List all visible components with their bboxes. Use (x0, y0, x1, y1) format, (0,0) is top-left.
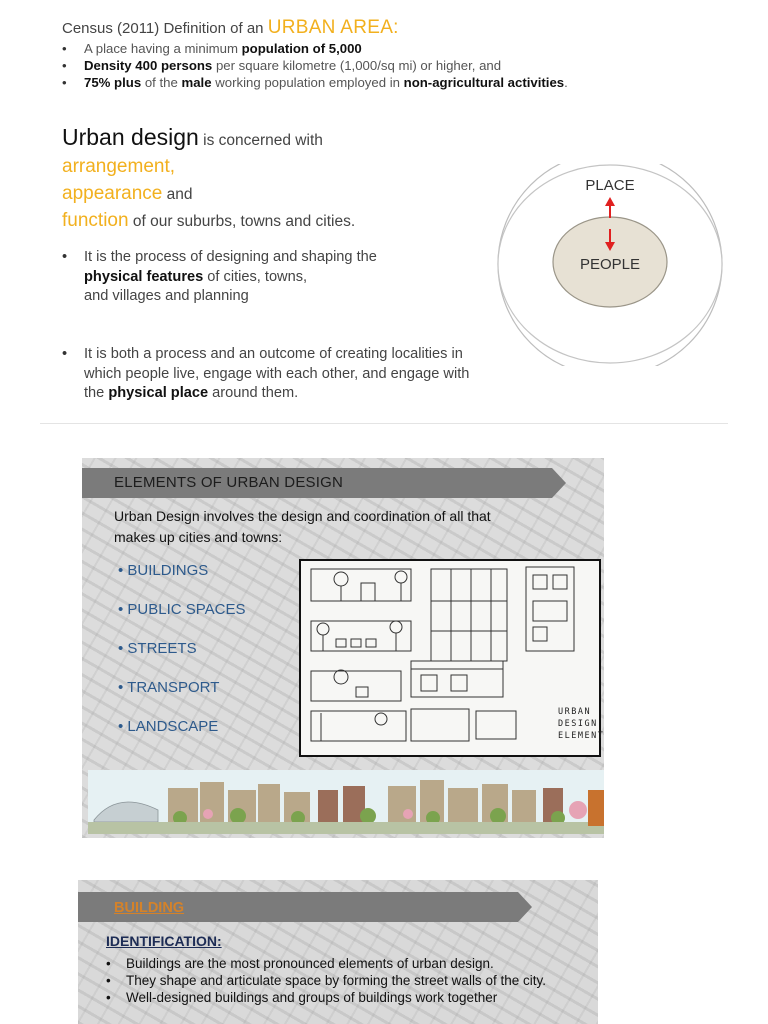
urban-design-bullet-list (62, 345, 482, 404)
census-title-highlight: URBAN AREA: (267, 17, 399, 38)
place-people-diagram (496, 164, 726, 366)
urban-design-bullet-list (62, 248, 482, 307)
place-label: PLACE (585, 177, 635, 194)
census-item (62, 40, 568, 57)
sketch-caption: URBAN DESIGN ELEMENT (558, 707, 604, 741)
bullet-text: It is the process of designing and shaping the (84, 249, 377, 265)
building-item: • Buildings are the most pronounced elements of urban design. (106, 955, 546, 972)
section-divider (40, 423, 728, 424)
building-list (106, 955, 546, 1006)
urban-design-heading: Urban design (62, 124, 199, 150)
element-item: • PUBLIC SPACES (118, 601, 246, 618)
urban-design-intro (62, 124, 355, 235)
elements-list (118, 562, 246, 757)
elements-slide (82, 458, 604, 838)
urban-design-sketch (299, 559, 604, 757)
census-item-text: A place having a minimum (84, 41, 242, 56)
census-item-bold: male (181, 75, 212, 90)
urban-design-bullet (62, 345, 482, 404)
census-item-bold: Density 400 persons (84, 58, 213, 73)
keyword-function: function (62, 210, 129, 231)
and-text: and (162, 186, 193, 203)
census-heading (62, 17, 399, 39)
element-label: TRANSPORT (127, 679, 220, 696)
census-definition-list (62, 40, 568, 91)
census-item-text: of the (141, 75, 182, 90)
building-item: • Well-designed buildings and groups of buildings work together (106, 989, 546, 1006)
element-label: BUILDINGS (127, 562, 209, 579)
bullet-bold: physical features (84, 268, 204, 285)
slide-title: ELEMENTS OF URBAN DESIGN (114, 474, 344, 491)
streetscape-panorama (88, 770, 604, 834)
slide-intro: Urban Design involves the design and coordination of all that makes up cities and towns: (114, 508, 491, 545)
census-item-text: . (564, 75, 568, 90)
element-item: • LANDSCAPE (118, 718, 219, 735)
element-item: • STREETS (118, 640, 197, 657)
people-label: PEOPLE (579, 256, 641, 273)
census-item-text: working population employed in (211, 75, 404, 90)
slide-subtitle: IDENTIFICATION: (106, 933, 222, 949)
bullet-text: around them. (208, 385, 299, 401)
element-label: STREETS (127, 640, 197, 657)
bullet-text: of cities, towns, (203, 268, 308, 285)
census-item-bold: non-agricultural activities (403, 75, 565, 90)
streetscape-illustration (88, 770, 604, 834)
element-label: LANDSCAPE (127, 718, 219, 735)
element-item: • TRANSPORT (118, 679, 220, 696)
element-item: • BUILDINGS (118, 562, 209, 579)
urban-design-heading-rest: is concerned with (198, 132, 323, 149)
slide-title: BUILDING (114, 900, 185, 916)
function-tail-text: of our suburbs, towns and cities. (128, 213, 356, 230)
census-item-bold: 75% plus (84, 75, 142, 90)
keyword-arrangement: arrangement, (62, 156, 176, 177)
bullet-text: It is both a process and an outcome of creating localities in which people live, engage with each other, and engage with the (84, 346, 470, 401)
bullet-bold: physical place (108, 385, 209, 401)
element-label: PUBLIC SPACES (127, 601, 246, 618)
census-item (62, 57, 568, 74)
census-item (62, 74, 568, 91)
keyword-appearance: appearance (62, 183, 163, 204)
building-slide (78, 880, 598, 1024)
sketch-illustration (301, 561, 604, 755)
census-title-prefix: Census (2011) Definition of an (62, 20, 264, 37)
census-item-text: per square kilometre (1,000/sq mi) or higher, and (212, 58, 502, 73)
bullet-text: and villages and planning (84, 288, 249, 304)
building-item: • They shape and articulate space by forming the street walls of the city. (106, 972, 546, 989)
urban-design-bullet (62, 248, 482, 307)
census-item-bold: population of 5,000 (241, 41, 362, 56)
